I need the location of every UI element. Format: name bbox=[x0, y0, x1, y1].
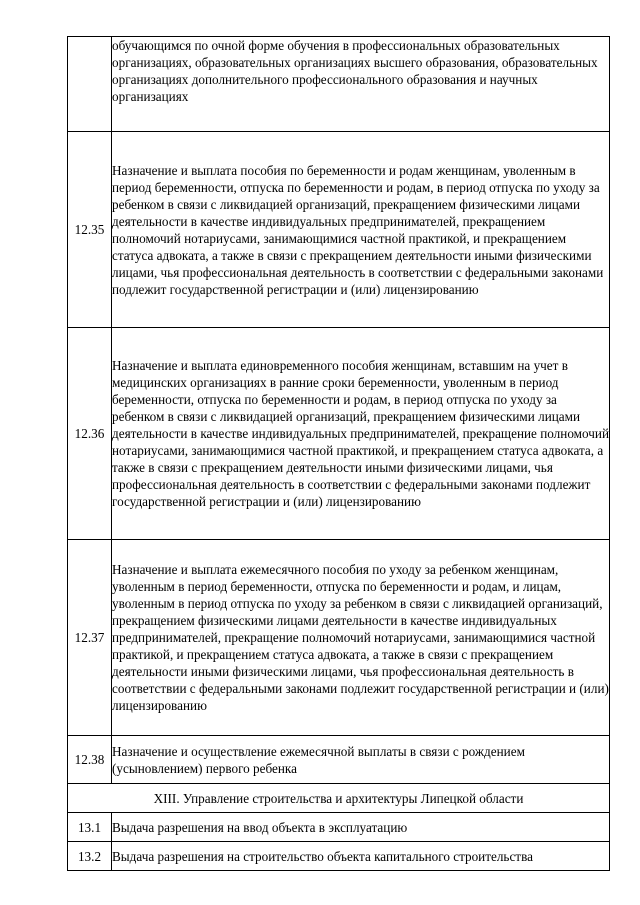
table-row bbox=[68, 132, 610, 328]
row-number bbox=[68, 37, 112, 132]
row-number: 12.37 bbox=[68, 540, 112, 736]
row-number: 12.35 bbox=[68, 132, 112, 328]
table-row bbox=[68, 736, 610, 784]
row-text: Назначение и выплата пособия по беременности и родам женщинам, уволенным в период беременности, отпуска по беременности и родам, в период отпуска по уходу за ребенком в связи с ликвидацией организаций, прекращением физическими лицами деятельности в качестве индивидуальных предпринимателей, прекращением полномочий нотариусами, занимающимися частной практикой, и прекращением статуса адвоката, а также в связи с прекращением деятельности иными физическими лицами, чья профессиональная деятельность в соответствии с федеральными законами подлежит государственной регистрации и (или) лицензированию bbox=[112, 132, 610, 328]
row-text: Назначение и выплата единовременного пособия женщинам, вставшим на учет в медицинских организациях в ранние сроки беременности, уволенным в период беременности, отпуска по беременности и родам, в период отпуска по уходу за ребенком в связи с ликвидацией организаций, прекращением физическими лицами деятельности в качестве индивидуальных предпринимателей, прекращение полномочий нотариусами, занимающимися частной практикой, и прекращением статуса адвоката, а также в связи с прекращением деятельности иными физическими лицами, чья профессиональная деятельность в соответствии с федеральными законами подлежит государственной регистрации и (или) лицензированию bbox=[112, 328, 610, 540]
services-table bbox=[67, 36, 610, 871]
table-row bbox=[68, 37, 610, 132]
section-header-row bbox=[68, 784, 610, 813]
row-text: Назначение и осуществление ежемесячной выплаты в связи с рождением (усыновлением) первого ребенка bbox=[112, 736, 610, 784]
table-row bbox=[68, 842, 610, 871]
row-number: 12.36 bbox=[68, 328, 112, 540]
row-text: Выдача разрешения на строительство объекта капитального строительства bbox=[112, 842, 610, 871]
row-text: Выдача разрешения на ввод объекта в эксплуатацию bbox=[112, 813, 610, 842]
table-row bbox=[68, 540, 610, 736]
section-title: XIII. Управление строительства и архитектуры Липецкой области bbox=[68, 784, 610, 813]
row-text: Назначение и выплата ежемесячного пособия по уходу за ребенком женщинам, уволенным в период беременности, отпуска по беременности и родам, и лицам, уволенным в период отпуска по уходу за ребенком в связи с ликвидацией организаций, прекращением физическими лицами деятельности в качестве индивидуальных предпринимателей, прекращение полномочий нотариусами, занимающимися частной практикой, и прекращением статуса адвоката, а также в связи с прекращением деятельности иными физическими лицами, чья профессиональная деятельность в соответствии с федеральными законами подлежит государственной регистрации и (или) лицензированию bbox=[112, 540, 610, 736]
row-number: 13.2 bbox=[68, 842, 112, 871]
row-number: 13.1 bbox=[68, 813, 112, 842]
table-row bbox=[68, 813, 610, 842]
row-number: 12.38 bbox=[68, 736, 112, 784]
table-row bbox=[68, 328, 610, 540]
row-text: обучающимся по очной форме обучения в профессиональных образовательных организациях, образовательных организациях высшего образования, образовательных организациях дополнительного профессионального образования и научных организациях bbox=[112, 37, 610, 132]
